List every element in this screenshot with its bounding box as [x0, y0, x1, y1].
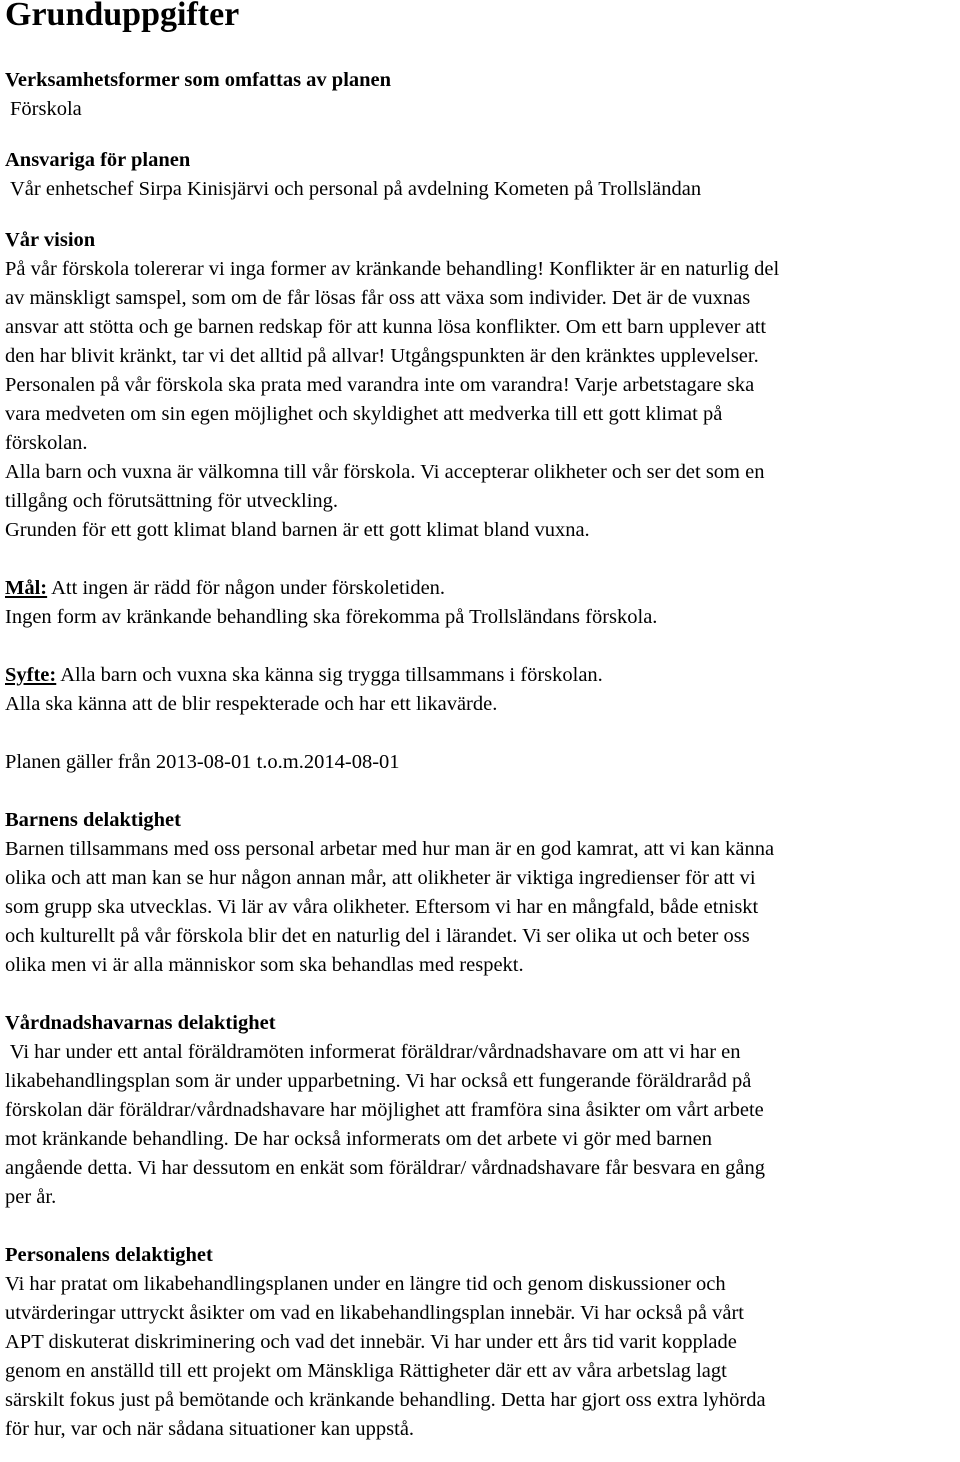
ansvariga-section — [5, 146, 960, 204]
vision-line: Grunden för ett gott klimat bland barnen är ett gott klimat bland vuxna. — [5, 519, 590, 541]
barnens-section — [5, 806, 960, 980]
vardnad-line: mot kränkande behandling. De har också informerats om det arbete vi gör med barnen — [5, 1128, 712, 1150]
verksamhet-heading: Verksamhetsformer som omfattas av planen — [5, 69, 392, 91]
vision-line: Personalen på vår förskola ska prata med varandra inte om varandra! Varje arbetstagare ska — [5, 374, 755, 396]
mal-section — [5, 574, 960, 632]
page-title: Grunduppgifter — [5, 0, 240, 33]
syfte-section — [5, 661, 960, 719]
vision-line: På vår förskola tolererar vi inga former av kränkande behandling! Konflikter är en naturlig del — [5, 258, 780, 280]
vision-line: ansvar att stötta och ge barnen redskap för att kunna lösa konflikter. Om ett barn upplever att — [5, 316, 767, 338]
vision-line: tillgång och förutsättning för utveckling. — [5, 490, 339, 512]
barnens-line: olika men vi är alla människor som ska behandlas med respekt. — [5, 954, 524, 976]
syfte-label: Syfte: — [5, 664, 57, 686]
personal-section — [5, 1241, 960, 1444]
personal-heading: Personalens delaktighet — [5, 1244, 213, 1266]
vardnad-line: per år. — [5, 1186, 57, 1208]
barnens-line: Barnen tillsammans med oss personal arbetar med hur man är en god kamrat, att vi kan känna — [5, 838, 775, 860]
personal-line: utvärderingar uttryckt åsikter om vad en likabehandlingsplan innebär. Vi har också på vårt — [5, 1302, 745, 1324]
vardnad-line: Vi har under ett antal föräldramöten informerat föräldrar/vårdnadshavare om att vi har en — [5, 1041, 741, 1063]
plan-period: Planen gäller från 2013-08-01 t.o.m.2014-08-01 — [5, 751, 400, 773]
vision-line: förskolan. — [5, 432, 88, 454]
vardnad-heading: Vårdnadshavarnas delaktighet — [5, 1012, 276, 1034]
vision-line: den har blivit kränkt, tar vi det alltid på allvar! Utgångspunkten är den kränktes upplevelser. — [5, 345, 759, 367]
vardnad-section — [5, 1009, 960, 1212]
syfte-line-2: Alla ska känna att de blir respekterade och har ett likavärde. — [5, 693, 498, 715]
vardnad-line: likabehandlingsplan som är under upparbetning. Vi har också ett fungerande föräldraråd på — [5, 1070, 752, 1092]
vardnad-line: förskolan där föräldrar/vårdnadshavare har möjlighet att framföra sina åsikter om vårt arbete — [5, 1099, 764, 1121]
vision-line: av mänskligt samspel, som om de får lösas får oss att växa som individer. Det är de vuxnas — [5, 287, 751, 309]
personal-line: APT diskuterat diskriminering och vad det innebär. Vi har under ett års tid varit kopplade — [5, 1331, 737, 1353]
vardnad-line: angående detta. Vi har dessutom en enkät som föräldrar/ vårdnadshavare får besvara en gång — [5, 1157, 765, 1179]
ansvariga-heading: Ansvariga för planen — [5, 149, 191, 171]
syfte-line — [5, 661, 960, 690]
mal-label: Mål: — [5, 577, 48, 599]
mal-text: Att ingen är rädd för någon under förskoletiden. — [47, 577, 446, 599]
personal-line: särskilt fokus just på bemötande och kränkande behandling. Detta har gjort oss extra lyhörda — [5, 1389, 766, 1411]
mal-line — [5, 574, 960, 603]
syfte-text: Alla barn och vuxna ska känna sig trygga tillsammans i förskolan. — [56, 664, 603, 686]
vision-section — [5, 226, 960, 545]
personal-line: Vi har pratat om likabehandlingsplanen under en längre tid och genom diskussioner och — [5, 1273, 726, 1295]
vision-line: Alla barn och vuxna är välkomna till vår förskola. Vi accepterar olikheter och ser det som en — [5, 461, 765, 483]
barnens-line: och kulturellt på vår förskola blir det en naturlig del i lärandet. Vi ser olika ut och beter oss — [5, 925, 750, 947]
vision-heading: Vår vision — [5, 229, 96, 251]
period-section — [5, 748, 960, 777]
verksamhet-value: Förskola — [10, 98, 82, 120]
barnens-line: olika och att man kan se hur någon annan mår, att olikheter är viktiga ingredienser för att vi — [5, 867, 756, 889]
ansvariga-value: Vår enhetschef Sirpa Kinisjärvi och personal på avdelning Kometen på Trollsländan — [10, 178, 702, 200]
vision-line: vara medveten om sin egen möjlighet och skyldighet att medverka till ett gott klimat på — [5, 403, 723, 425]
mal-line-2: Ingen form av kränkande behandling ska förekomma på Trollsländans förskola. — [5, 606, 658, 628]
personal-line: genom en anställd till ett projekt om Mänskliga Rättigheter där ett av våra arbetslag lagt — [5, 1360, 727, 1382]
personal-line: för hur, var och när sådana situationer kan uppstå. — [5, 1418, 415, 1440]
barnens-line: som grupp ska utvecklas. Vi lär av våra olikheter. Eftersom vi har en mångfald, både etniskt — [5, 896, 759, 918]
verksamhet-section — [5, 66, 960, 124]
barnens-heading: Barnens delaktighet — [5, 809, 181, 831]
